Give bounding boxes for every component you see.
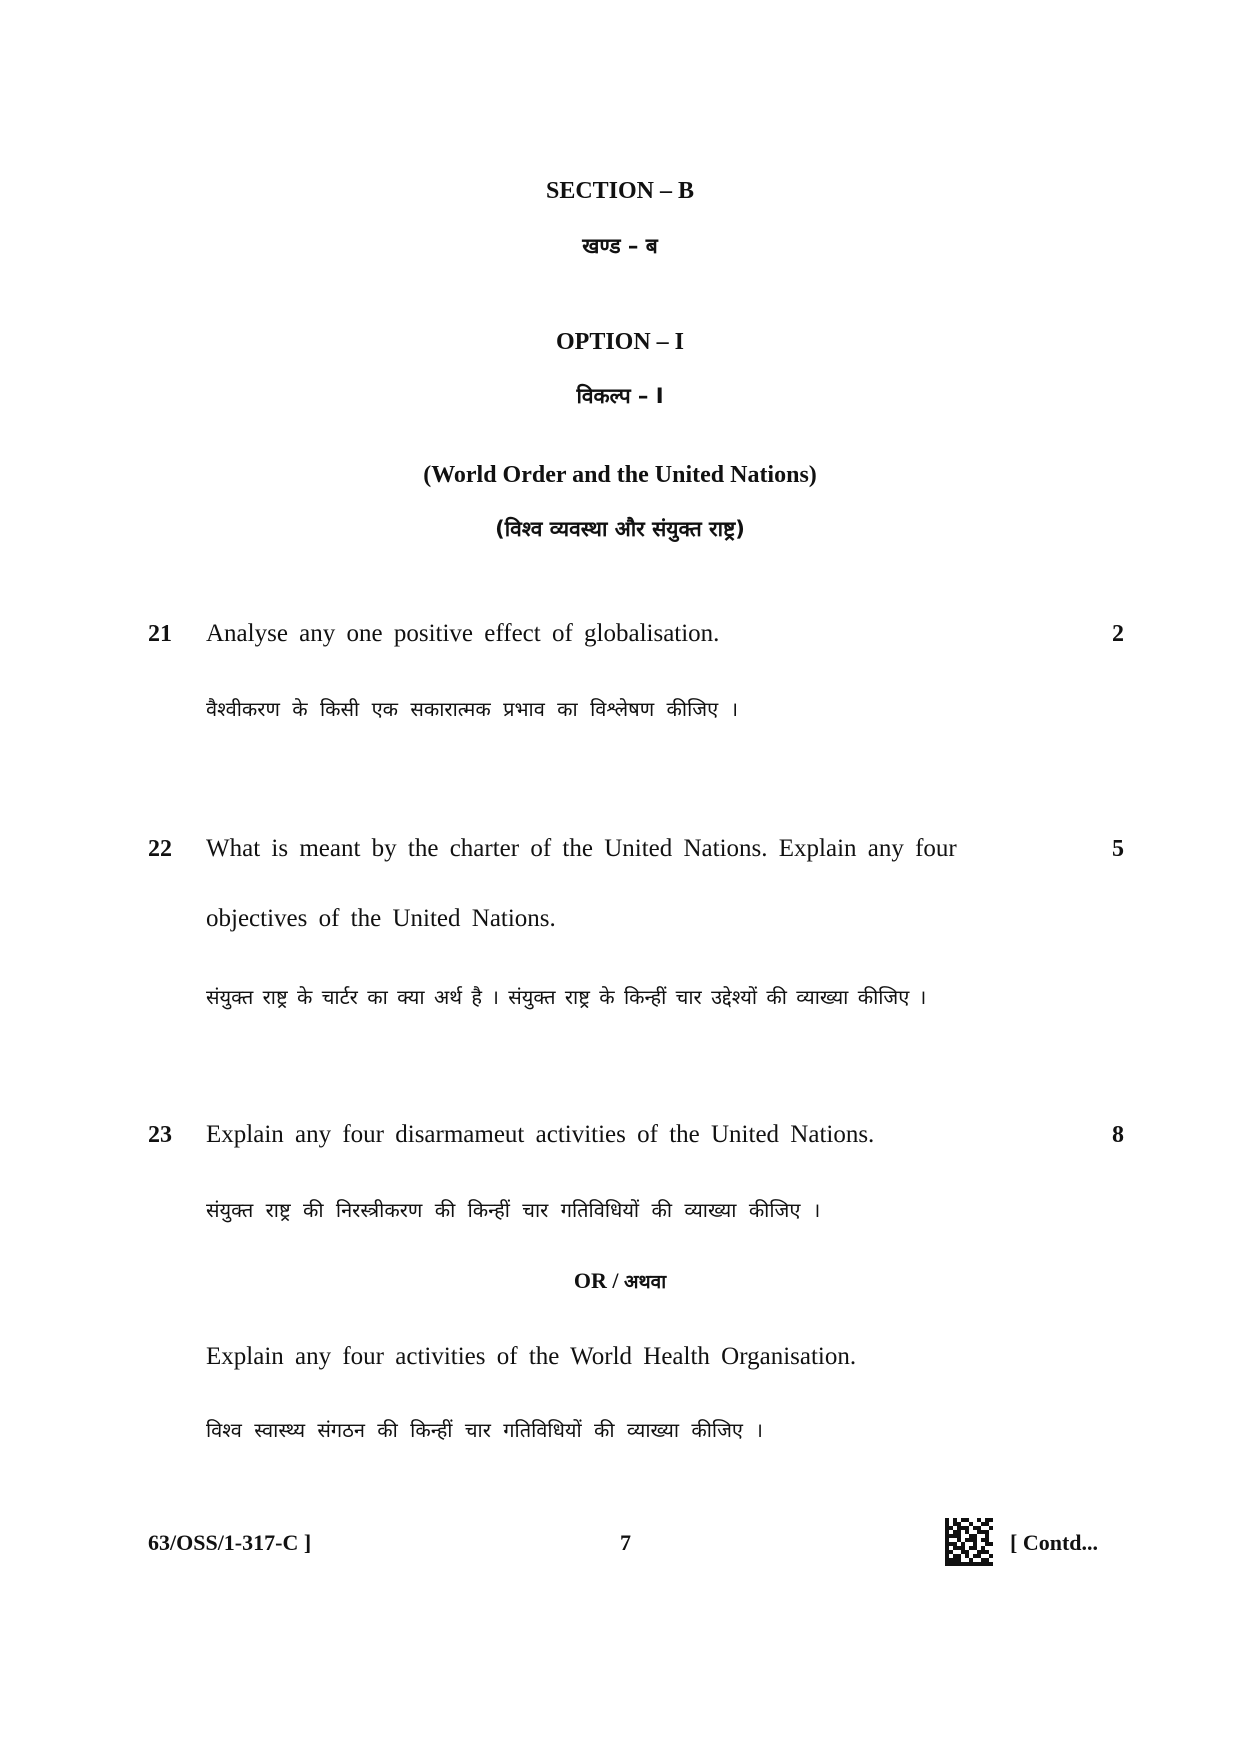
question-marks: 2 <box>1112 621 1124 647</box>
section-title-hindi: खण्ड – ब <box>582 234 658 258</box>
question-text-hindi: संयुक्त राष्ट्र के चार्टर का क्या अर्थ है । संयुक्त राष्ट्र के किन्हीं चार उद्देश्यों की व्याख्या कीजिए । <box>206 985 927 1009</box>
section-title: SECTION – B <box>545 178 695 204</box>
qr-code-icon <box>945 1518 993 1566</box>
or-separator: / <box>612 1268 619 1293</box>
alternative-question-english: Explain any four activities of the World Health Organisation. <box>206 1343 857 1370</box>
topic-title-hindi: (विश्व व्यवस्था और संयुक्त राष्ट्र) <box>495 517 745 541</box>
paper-code: 63/OSS/1-317-C ] <box>148 1530 312 1555</box>
or-label: OR <box>573 1268 607 1293</box>
question-marks: 8 <box>1112 1122 1124 1148</box>
topic-title: (World Order and the United Nations) <box>423 462 817 488</box>
question-text-hindi: वैश्वीकरण के किसी एक सकारात्मक प्रभाव का विश्लेषण कीजिए । <box>206 697 739 721</box>
question-number: 22 <box>148 836 172 862</box>
option-title: OPTION – I <box>555 329 684 355</box>
page-number: 7 <box>620 1530 631 1555</box>
question-number: 21 <box>148 621 172 647</box>
question-text-english-cont: objectives of the United Nations. <box>206 905 556 932</box>
question-text-hindi: संयुक्त राष्ट्र की निरस्त्रीकरण की किन्हीं चार गतिविधियों की व्याख्या कीजिए । <box>206 1198 821 1222</box>
or-divider <box>0 1268 1240 1294</box>
option-title-hindi: विकल्प – I <box>576 384 664 408</box>
or-label-hindi: अथवा <box>623 1271 667 1293</box>
question-text-english: What is meant by the charter of the United Nations. Explain any four <box>206 835 957 862</box>
question-text-english: Explain any four disarmameut activities of the United Nations. <box>206 1121 875 1148</box>
question-marks: 5 <box>1112 836 1124 862</box>
alternative-question-hindi: विश्व स्वास्थ्य संगठन की किन्हीं चार गतिविधियों की व्याख्या कीजिए । <box>206 1418 763 1442</box>
question-text-english: Analyse any one positive effect of globalisation. <box>206 620 720 647</box>
question-number: 23 <box>148 1122 172 1148</box>
continued-label: [ Contd... <box>1010 1530 1099 1555</box>
